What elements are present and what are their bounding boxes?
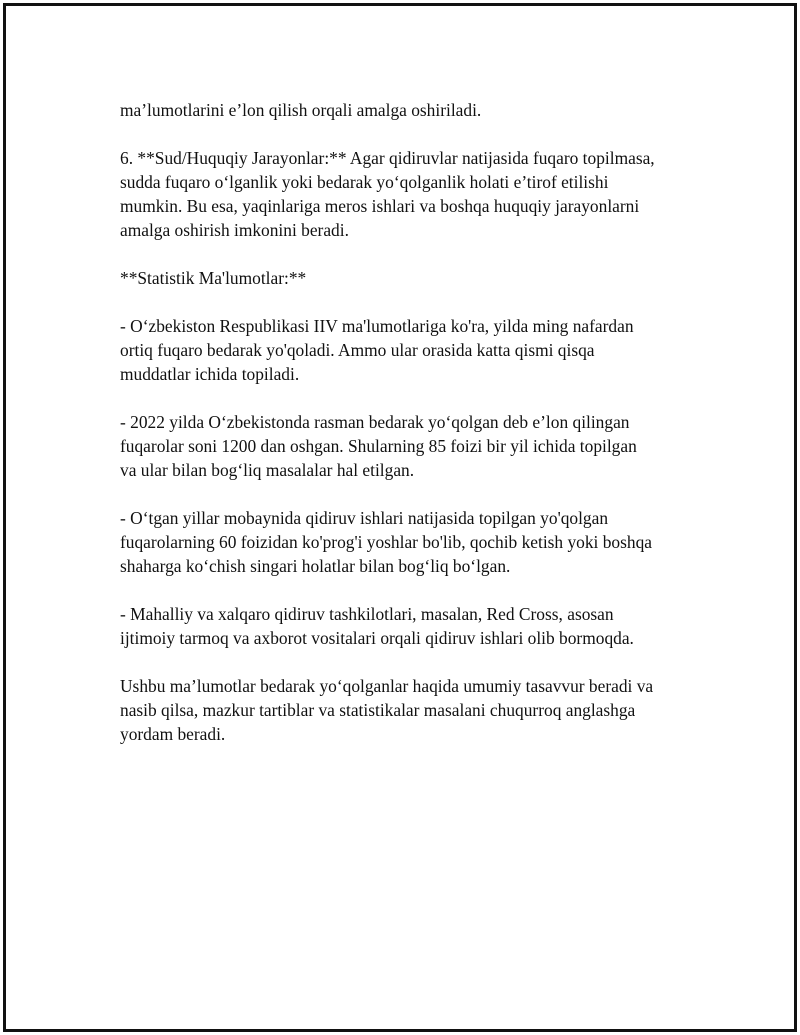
bullet-annual-missing: - O‘zbekiston Respublikasi IIV ma'lumotlariga ko'ra, yilda ming nafardan ortiq fuqaro bedarak yo'qoladi. Ammo ular orasida katta qismi qisqa muddatlar ichida topiladi. [120,316,634,384]
paragraph-conclusion: Ushbu ma’lumotlar bedarak yo‘qolganlar haqida umumiy tasavvur beradi va nasib qilsa, mazkur tartiblar va statistikalar masalani chuqurroq anglashga yordam beradi. [120,676,654,744]
paragraph-legal-process: 6. **Sud/Huquqiy Jarayonlar:** Agar qidiruvlar natijasida fuqaro topilmasa, sudda fuqaro o‘lganlik yoki bedarak yo‘qolganlik holati e’tirof etilishi mumkin. Bu esa, yaqinlariga meros ishlari va boshqa huquqiy jarayonlarni amalga oshirish imkonini beradi. [120,148,655,240]
bullet-2022-statistics: - 2022 yilda O‘zbekistonda rasman bedarak yo‘qolgan deb e’lon qilingan fuqarolar soni 1200 dan oshgan. Shularning 85 foizi bir yil ichida topilgan va ular bilan bog‘liq masalalar hal etilgan. [120,412,637,480]
section-heading-statistics: **Statistik Ma'lumotlar:** [120,268,307,288]
page-frame [3,3,797,1032]
bullet-youth-share: - O‘tgan yillar mobaynida qidiruv ishlari natijasida topilgan yo'qolgan fuqarolarning 60 foizidan ko'prog'i yoshlar bo'lib, qochib ketish yoki boshqa shaharga ko‘chish singari holatlar bilan bog‘liq bo‘lgan. [120,508,652,576]
bullet-search-organizations: - Mahalliy va xalqaro qidiruv tashkilotlari, masalan, Red Cross, asosan ijtimoiy tarmoq va axborot vositalari orqali qidiruv ishlari olib bormoqda. [120,604,634,648]
document-body [120,98,710,746]
paragraph-intro-continuation: ma’lumotlarini e’lon qilish orqali amalga oshiriladi. [120,100,482,120]
